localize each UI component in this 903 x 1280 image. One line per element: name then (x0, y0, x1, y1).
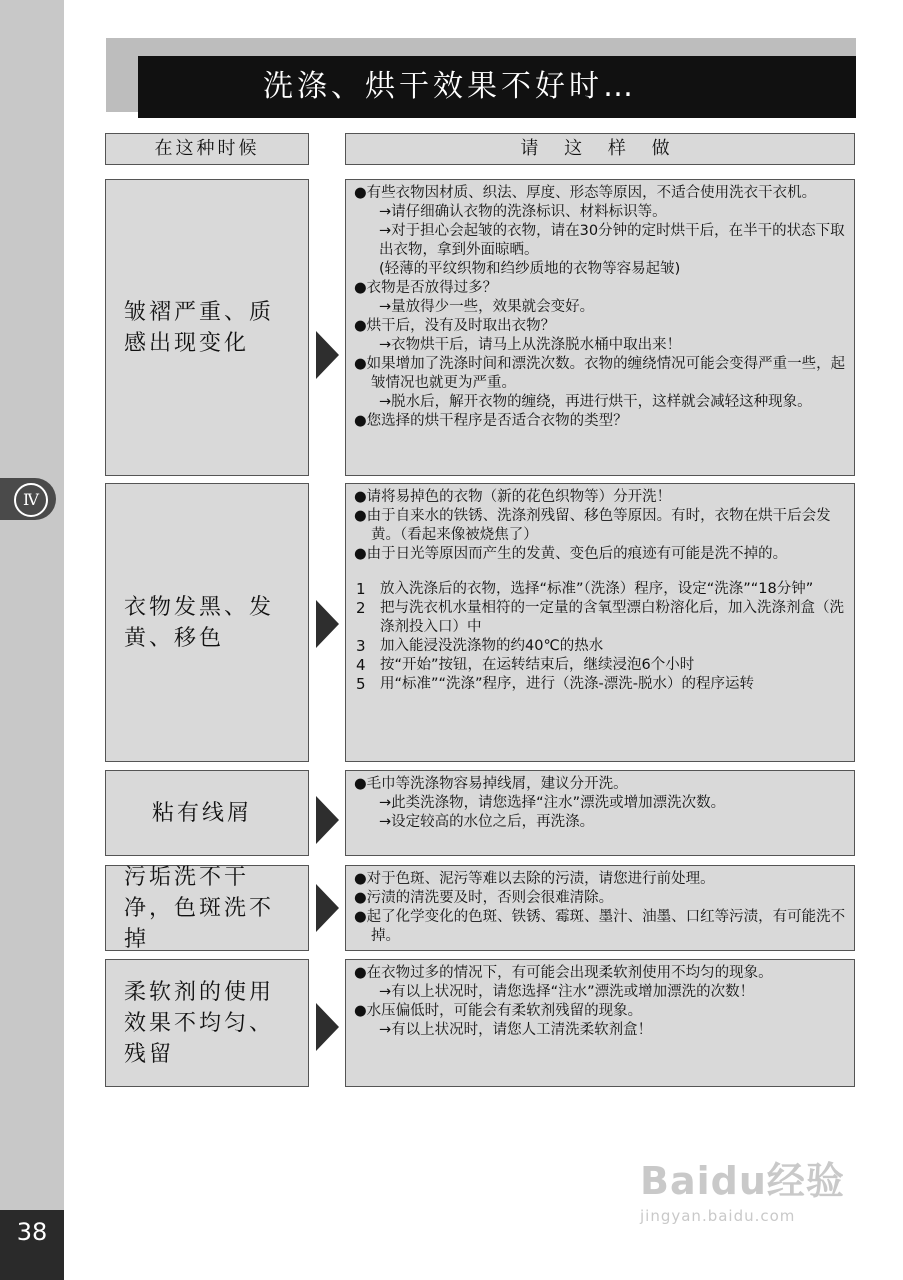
advice-bullet: ●烘干后，没有及时取出衣物？ (354, 318, 556, 334)
watermark-url: jingyan.baidu.com (640, 1207, 796, 1225)
situation-cell: 柔软剂的使用效果不均匀、残留 (105, 959, 309, 1087)
step-number: 3 (356, 637, 366, 655)
advice-cell (345, 959, 855, 1087)
advice-tip: →衣物烘干后，请马上从洗涤脱水桶中取出来！ (379, 337, 682, 353)
header-action: 请 这 样 做 (345, 133, 855, 165)
step-number: 5 (356, 675, 366, 693)
situation-cell: 粘有线屑 (105, 770, 309, 856)
advice-tip: →有以上状况时，请您人工清洗柔软剂盒！ (379, 1022, 653, 1038)
advice-cell (345, 770, 855, 856)
situation-cell: 皱褶严重、质感出现变化 (105, 179, 309, 476)
advice-tip: →设定较高的水位之后，再洗涤。 (379, 814, 595, 830)
page-title: 洗涤、烘干效果不好时… (138, 56, 856, 118)
advice-bullet: ●衣物是否放得过多？ (354, 280, 498, 296)
advice-tip: →量放得少一些，效果就会变好。 (379, 299, 595, 315)
step-item (354, 580, 846, 599)
step-text: 按“开始”按钮，在运转结束后，继续浸泡6个小时 (380, 657, 695, 673)
advice-tip: →有以上状况时，请您选择“注水”漂洗或增加漂洗的次数！ (379, 984, 755, 1000)
situation-cell: 污垢洗不干净，色斑洗不掉 (105, 865, 309, 951)
header-situation: 在这种时候 (105, 133, 309, 165)
page-number: 38 (0, 1210, 64, 1280)
step-text: 把与洗衣机水量相符的一定量的含氧型漂白粉溶化后，加入洗涤剂盒（洗涤剂投入口）中 (380, 600, 844, 635)
advice-tip: →脱水后，解开衣物的缠绕，再进行烘干，这样就会减轻这种现象。 (379, 394, 812, 410)
advice-bullet: ●水压偏低时，可能会有柔软剂残留的现象。 (354, 1003, 643, 1019)
step-number: 2 (356, 599, 366, 617)
step-text: 用“标准”“洗涤”程序，进行（洗涤-漂洗-脱水）的程序运转 (380, 676, 755, 692)
watermark-logo: Baidu经验 (640, 1159, 845, 1203)
step-number: 1 (356, 580, 366, 598)
arrow-right-icon (316, 796, 339, 844)
advice-bullet: ●由于自来水的铁锈、洗涤剂残留、移色等原因。有时，衣物在烘干后会发黄。（看起来像被烧焦了） (354, 508, 831, 543)
advice-tip: →请仔细确认衣物的洗涤标识、材料标识等。 (379, 204, 667, 220)
advice-bullet: ●在衣物过多的情况下，有可能会出现柔软剂使用不均匀的现象。 (354, 965, 773, 981)
side-tab-bar (0, 0, 64, 1280)
advice-cell (345, 865, 855, 951)
advice-bullet: ●对于色斑、泥污等难以去除的污渍，请您进行前处理。 (354, 871, 715, 887)
advice-bullet: ●由于日光等原因而产生的发黄、变色后的痕迹有可能是洗不掉的。 (354, 546, 788, 562)
step-item (354, 656, 846, 675)
advice-bullet: ●请将易掉色的衣物（新的花色织物等）分开洗！ (354, 489, 672, 505)
section-number: Ⅳ (14, 483, 48, 517)
advice-bullet: ●起了化学变化的色斑、铁锈、霉斑、墨汁、油墨、口红等污渍，有可能洗不掉。 (354, 909, 846, 944)
situation-cell: 衣物发黑、发黄、移色 (105, 483, 309, 762)
advice-cell (345, 179, 855, 476)
watermark (640, 1150, 860, 1250)
step-number: 4 (356, 656, 366, 674)
arrow-right-icon (316, 884, 339, 932)
advice-bullet: ●毛巾等洗涤物容易掉线屑，建议分开洗。 (354, 776, 628, 792)
advice-tip: →此类洗涤物，请您选择“注水”漂洗或增加漂洗次数。 (379, 795, 726, 811)
advice-cell (345, 483, 855, 762)
arrow-right-icon (316, 331, 339, 379)
arrow-right-icon (316, 600, 339, 648)
step-text: 放入洗涤后的衣物，选择“标准”（洗涤）程序，设定“洗涤”“18分钟” (380, 581, 814, 597)
step-item (354, 599, 846, 637)
step-item (354, 675, 846, 694)
step-item (354, 637, 846, 656)
advice-bullet: ●污渍的清洗要及时，否则会很难清除。 (354, 890, 614, 906)
advice-note: (轻薄的平纹织物和绉纱质地的衣物等容易起皱) (379, 261, 681, 277)
arrow-right-icon (316, 1003, 339, 1051)
advice-bullet: ●您选择的烘干程序是否适合衣物的类型？ (354, 413, 628, 429)
advice-bullet: ●有些衣物因材质、织法、厚度、形态等原因，不适合使用洗衣干衣机。 (354, 185, 817, 201)
section-badge (0, 478, 56, 520)
bleach-steps (354, 580, 846, 694)
advice-tip: →对于担心会起皱的衣物，请在30分钟的定时烘干后，在半干的状态下取出衣物，拿到外面晾晒。 (379, 223, 845, 258)
step-text: 加入能浸没洗涤物的约40℃的热水 (380, 638, 604, 654)
advice-bullet: ●如果增加了洗涤时间和漂洗次数。衣物的缠绕情况可能会变得严重一些，起皱情况也就更为严重。 (354, 356, 846, 391)
